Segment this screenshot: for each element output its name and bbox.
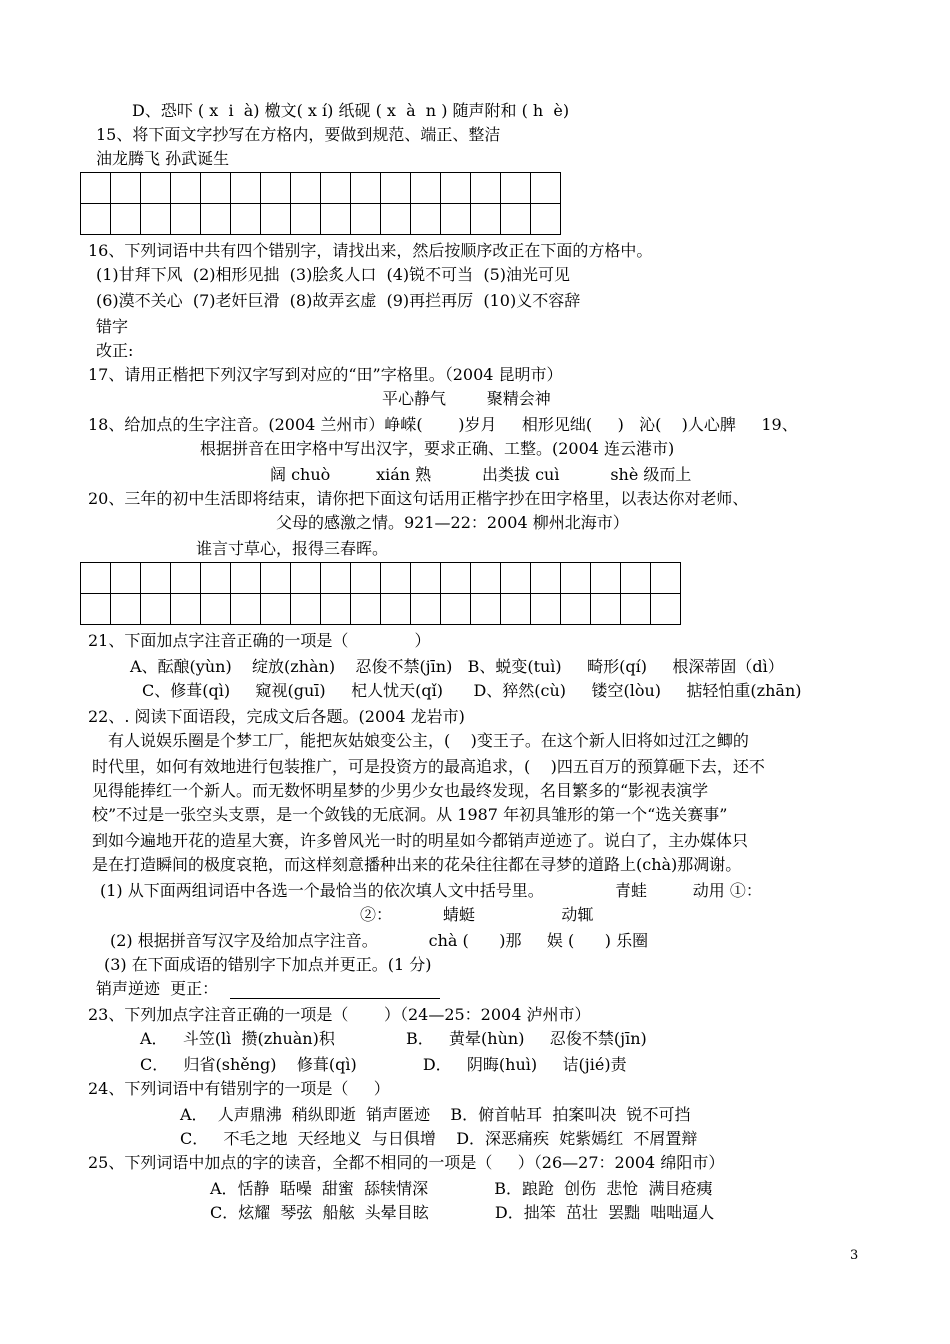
q22-sub3-answer: 销声逆迹 更正：: [96, 979, 219, 998]
q20-poem-line: 谁言寸草心，报得三春晖。: [196, 539, 389, 558]
q25-options-cd: C．炫耀 琴弦 船舷 头晕目眩 D．拙笨 茁壮 罢黜 咄咄逼人: [210, 1203, 715, 1222]
q16-words-row2: (6)漠不关心 (7)老奸巨滑 (8)故弄玄虚 (9)再拦再厉 (10)义不容辞: [96, 291, 581, 310]
q22-passage-line6: 是在打造瞬间的极度哀艳，而这样刻意播种出来的花朵往往都在寻梦的道路上(chà)那凋谢。: [92, 855, 742, 874]
q19-pinyin-words: 阔 chuò xián 熟 出类拔 cuì shè 级而上: [270, 465, 692, 484]
q18-prompt: 18、给加点的生字注音。(2004 兰州市）峥嵘( )岁月 相形见绌( ) 沁( )人心脾 19、: [88, 415, 798, 434]
q21-options-cd: C、修葺(qì) 窥视(guī) 杞人忧天(qǐ) D、猝然(cù) 镂空(lòu) 掂轻怕重(zhān): [142, 681, 802, 700]
q24-options-ab: A． 人声鼎沸 稍纵即逝 销声匿迹 B．俯首帖耳 拍案叫决 锐不可挡: [180, 1105, 691, 1124]
q16-wrong-label: 错字: [96, 317, 129, 336]
q25-options-ab: A．恬静 聒噪 甜蜜 舔犊情深 B．踉跄 创伤 悲怆 满目疮痍: [210, 1179, 713, 1198]
q19-prompt: 根据拼音在田字格中写出汉字，要求正确、工整。(2004 连云港市): [200, 439, 675, 458]
q21-options-ab: A、酝酿(yùn) 绽放(zhàn) 忍俊不禁(jīn) B、蜕变(tuì) 畸形(qí) 根深蒂固（dì）: [130, 657, 784, 676]
q21-prompt: 21、下面加点字注音正确的一项是（ ）: [88, 631, 431, 650]
q23-options-ab: A． 斗笠(lì 攒(zhuàn)积 B． 黄晕(hùn) 忍俊不禁(jīn): [140, 1029, 647, 1048]
q14-option-d: D、恐吓 ( x i à) 檄文( x í) 纸砚 ( x à n ) 随声附和 ( h è): [132, 101, 570, 120]
q20-prompt: 20、三年的初中生活即将结束，请你把下面这句话用正楷字抄在田字格里，以表达你对老师、: [88, 489, 749, 508]
q22-sub1: (1) 从下面两组词语中各选一个最恰当的依次填人文中括号里。 青蛙 动用 ①：: [100, 881, 762, 900]
q16-correct-label: 改正:: [96, 341, 134, 360]
q24-options-cd: C． 不毛之地 天经地义 与日俱增 D．深恶痛疾 姹紫嫣红 不屑置辩: [180, 1129, 698, 1148]
q22-passage-line2: 时代里，如何有效地进行包装推广，可是投资方的最高追求，( )四五百万的预算砸下去，还不: [92, 757, 765, 776]
q17-prompt: 17、请用正楷把下列汉字写到对应的“田”字格里。（2004 昆明市）: [88, 365, 563, 384]
q23-options-cd: C． 归省(shěng) 修葺(qì) D． 阴晦(huì) 诘(jié)责: [140, 1055, 627, 1074]
page-number: 3: [850, 1248, 859, 1263]
q22-prompt: 22、. 阅读下面语段，完成文后各题。(2004 龙岩市): [88, 707, 465, 726]
q22-passage-line4: 校”不过是一张空头支票，是一个敛钱的无底洞。从 1987 年初具雏形的第一个“选关赛事”: [92, 805, 728, 824]
q22-sub1-cont: ②： 蜻蜓 动辄: [360, 905, 594, 924]
q16-words-row1: (1)甘拜下风 (2)相形见拙 (3)脍炙人口 (4)锐不可当 (5)油光可见: [96, 265, 571, 284]
q23-prompt: 23、下列加点字注音正确的一项是（ ）（24—25：2004 泸州市）: [88, 1005, 591, 1024]
answer-underline: [230, 998, 440, 999]
q20-prompt-cont: 父母的感激之情。921—22：2004 柳州北海市）: [276, 513, 629, 532]
q20-writing-grid: [80, 562, 681, 625]
q15-writing-grid: [80, 172, 561, 235]
q22-sub2: (2) 根据拼音写汉字及给加点字注音。 chà ( )那 娱 ( ) 乐圈: [110, 931, 649, 950]
q24-prompt: 24、下列词语中有错别字的一项是（ ）: [88, 1079, 390, 1098]
q16-prompt: 16、下列词语中共有四个错别字，请找出来，然后按顺序改正在下面的方格中。: [88, 241, 653, 260]
q15-copy-text: 油龙腾飞 孙武诞生: [96, 149, 230, 168]
q15-prompt: 15、将下面文字抄写在方格内，要做到规范、端正、整洁: [96, 125, 501, 144]
q22-passage-line5: 到如今遍地开花的造星大赛，许多曾风光一时的明星如今都销声逆迹了。说白了，主办媒体只: [92, 831, 749, 850]
q22-passage-line3: 见得能捧红一个新人。而无数怀明星梦的少男少女也最终发现，名目繁多的“影视表演学: [92, 781, 709, 800]
q17-characters: 平心静气 聚精会神: [382, 389, 551, 408]
q25-prompt: 25、下列词语中加点的字的读音，全都不相同的一项是（ ）（26—27：2004 绵阳市）: [88, 1153, 725, 1172]
q22-passage-line1: 有人说娱乐圈是个梦工厂，能把灰姑娘变公主，( )变王子。在这个新人旧将如过江之鲫的: [108, 731, 749, 750]
q22-sub3: (3) 在下面成语的错别字下加点并更正。(1 分): [104, 955, 432, 974]
